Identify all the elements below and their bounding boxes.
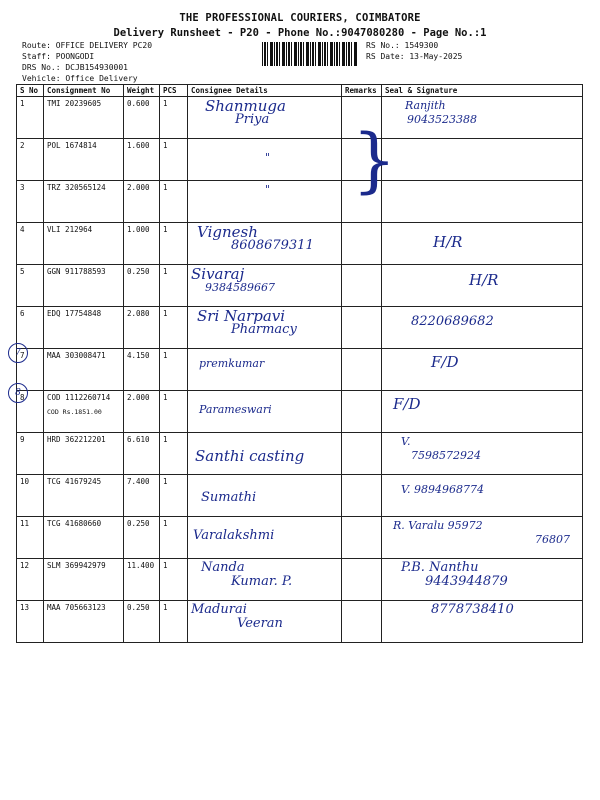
cell-consignee <box>188 601 342 643</box>
rs-number: RS No.: 1549300 <box>366 41 439 50</box>
cell-seal <box>382 433 583 475</box>
cell-consignee <box>188 181 342 223</box>
report-subtitle: Delivery Runsheet - P20 - Phone No.:9047080280 - Page No.:1 <box>113 27 487 39</box>
handwritten-mark: H/R <box>433 233 463 251</box>
staff-line: Staff: POONGODI <box>22 52 95 61</box>
table-row <box>17 601 583 643</box>
cell-sno: 2 <box>17 139 44 181</box>
handwritten-signature: V. <box>401 435 411 448</box>
table-row <box>17 97 583 139</box>
cell-consignee <box>188 139 342 181</box>
cell-sno: 13 <box>17 601 44 643</box>
cell-remarks <box>342 517 382 559</box>
table-header-row <box>17 85 583 97</box>
cell-weight: 7.400 <box>124 475 160 517</box>
cell-sno: 1 <box>17 97 44 139</box>
cell-seal <box>382 265 583 307</box>
cell-consignee <box>188 97 342 139</box>
cell-weight: 0.250 <box>124 601 160 643</box>
cell-sno: 8 <box>17 391 44 433</box>
handwritten-name: Vignesh <box>197 223 258 241</box>
cell-pcs: 1 <box>160 475 188 517</box>
cell-consignment: TMI 20239605 <box>44 97 124 139</box>
circled-number: 7 <box>8 343 28 363</box>
handwritten-name: Parameswari <box>199 403 272 416</box>
handwritten-signature: R. Varalu 95972 <box>393 519 483 532</box>
cell-pcs: 1 <box>160 433 188 475</box>
cell-consignment: MAA 303008471 <box>44 349 124 391</box>
handwritten-phone: 9384589667 <box>205 281 275 294</box>
col-consignment: Consignment No <box>44 85 124 97</box>
table-row <box>17 307 583 349</box>
cell-weight: 0.600 <box>124 97 160 139</box>
handwritten-phone: 8220689682 <box>411 314 494 329</box>
handwritten-name: Sumathi <box>201 490 257 505</box>
handwritten-name: Varalakshmi <box>193 528 275 543</box>
cell-consignment: TCG 41679245 <box>44 475 124 517</box>
table-row <box>17 475 583 517</box>
rs-date: RS Date: 13-May-2025 <box>366 52 463 61</box>
table-row <box>17 391 583 433</box>
cell-consignee <box>188 265 342 307</box>
table-row <box>17 559 583 601</box>
cell-consignment: MAA 705663123 <box>44 601 124 643</box>
cell-weight: 0.250 <box>124 517 160 559</box>
table-row <box>17 349 583 391</box>
cell-seal <box>382 139 583 181</box>
cell-seal <box>382 517 583 559</box>
brace-mark: } <box>352 119 397 201</box>
cell-consignee <box>188 349 342 391</box>
cell-weight: 1.600 <box>124 139 160 181</box>
handwritten-name: Sivaraj <box>191 265 245 283</box>
cell-remarks <box>342 223 382 265</box>
col-weight: Weight <box>124 85 160 97</box>
table-row <box>17 181 583 223</box>
cell-seal <box>382 307 583 349</box>
table-row <box>17 223 583 265</box>
handwritten-mark: H/R <box>469 271 499 289</box>
cell-weight: 11.400 <box>124 559 160 601</box>
cell-sno: 10 <box>17 475 44 517</box>
handwritten-mark: F/D <box>431 353 459 371</box>
cell-weight: 2.080 <box>124 307 160 349</box>
consignment-number: COD 1112260714 <box>47 393 111 402</box>
cell-consignee <box>188 475 342 517</box>
cell-seal <box>382 97 583 139</box>
cell-consignment: EDQ 17754848 <box>44 307 124 349</box>
cell-seal <box>382 559 583 601</box>
cell-seal <box>382 223 583 265</box>
runsheet-table <box>16 84 583 643</box>
cell-pcs: 1 <box>160 307 188 349</box>
cell-sno: 9 <box>17 433 44 475</box>
barcode-icon <box>262 42 358 66</box>
cell-sno: 7 <box>17 349 44 391</box>
cell-remarks <box>342 391 382 433</box>
cell-pcs: 1 <box>160 517 188 559</box>
cell-seal <box>382 181 583 223</box>
cell-weight: 2.000 <box>124 391 160 433</box>
cell-consignment: GGN 911788593 <box>44 265 124 307</box>
handwritten-name: Priya <box>235 112 270 127</box>
cell-weight: 2.000 <box>124 181 160 223</box>
cell-sno: 3 <box>17 181 44 223</box>
cell-pcs: 1 <box>160 559 188 601</box>
cell-pcs: 1 <box>160 97 188 139</box>
cell-seal <box>382 601 583 643</box>
cod-amount: COD Rs.1851.00 <box>47 408 102 416</box>
cell-remarks <box>342 601 382 643</box>
route-line: Route: OFFICE DELIVERY PC20 <box>22 41 153 50</box>
cell-consignee <box>188 223 342 265</box>
col-consignee: Consignee Details <box>188 85 342 97</box>
handwritten-name: Shanmuga <box>205 97 286 115</box>
handwritten-phone: 76807 <box>535 533 570 546</box>
cell-weight: 6.610 <box>124 433 160 475</box>
handwritten-name: Pharmacy <box>231 322 297 337</box>
handwritten-phone: 9443944879 <box>425 574 508 589</box>
cell-sno: 6 <box>17 307 44 349</box>
col-seal: Seal & Signature <box>382 85 583 97</box>
handwritten-name: Santhi casting <box>195 447 305 465</box>
handwritten-name: Madurai <box>191 602 247 617</box>
cell-pcs: 1 <box>160 223 188 265</box>
cell-sno: 12 <box>17 559 44 601</box>
cell-pcs: 1 <box>160 391 188 433</box>
cell-consignment: TRZ 320565124 <box>44 181 124 223</box>
cell-seal <box>382 391 583 433</box>
cell-consignment <box>44 391 124 433</box>
circled-number: 8 <box>8 383 28 403</box>
cell-weight: 1.000 <box>124 223 160 265</box>
cell-pcs: 1 <box>160 139 188 181</box>
cell-weight: 0.250 <box>124 265 160 307</box>
cell-pcs: 1 <box>160 601 188 643</box>
cell-sno: 4 <box>17 223 44 265</box>
runsheet-info <box>366 40 462 62</box>
table-row <box>17 265 583 307</box>
ditto-mark: " <box>265 183 271 196</box>
col-sno: S No <box>17 85 44 97</box>
cell-remarks <box>342 307 382 349</box>
cell-consignment: POL 1674814 <box>44 139 124 181</box>
cell-consignment: SLM 369942979 <box>44 559 124 601</box>
handwritten-name: Sri Narpavi <box>197 307 286 325</box>
cell-weight: 4.150 <box>124 349 160 391</box>
cell-consignee <box>188 517 342 559</box>
cell-remarks <box>342 433 382 475</box>
table-row <box>17 517 583 559</box>
handwritten-mark: F/D <box>393 395 421 413</box>
handwritten-phone: 8608679311 <box>231 238 314 253</box>
report-title: THE PROFESSIONAL COURIERS, COIMBATORE <box>179 12 421 24</box>
cell-pcs: 1 <box>160 349 188 391</box>
cell-sno: 11 <box>17 517 44 559</box>
cell-remarks <box>342 265 382 307</box>
cell-consignment: VLI 212964 <box>44 223 124 265</box>
cell-remarks <box>342 349 382 391</box>
ditto-mark: " <box>265 151 271 164</box>
cell-pcs: 1 <box>160 265 188 307</box>
col-remarks: Remarks <box>342 85 382 97</box>
handwritten-signature: V. 9894968774 <box>401 483 484 496</box>
cell-consignee <box>188 433 342 475</box>
handwritten-phone: 7598572924 <box>411 449 481 462</box>
cell-consignee <box>188 391 342 433</box>
handwritten-signature: P.B. Nanthu <box>401 560 479 575</box>
cell-consignee <box>188 559 342 601</box>
cell-pcs: 1 <box>160 181 188 223</box>
cell-consignment: TCG 41680660 <box>44 517 124 559</box>
handwritten-name: Nanda <box>201 560 245 575</box>
cell-remarks <box>342 559 382 601</box>
col-pcs: PCS <box>160 85 188 97</box>
cell-remarks <box>342 475 382 517</box>
cell-sno: 5 <box>17 265 44 307</box>
cell-consignee <box>188 307 342 349</box>
handwritten-phone: 8778738410 <box>431 602 514 617</box>
handwritten-signature: Ranjith <box>405 99 446 112</box>
handwritten-phone: 9043523388 <box>407 113 477 126</box>
route-info <box>22 40 152 84</box>
drs-line: DRS No.: DCJB154930001 <box>22 63 128 72</box>
vehicle-line: Vehicle: Office Delivery <box>22 74 138 83</box>
handwritten-name: Kumar. P. <box>231 574 293 589</box>
table-row <box>17 139 583 181</box>
handwritten-name: premkumar <box>199 357 265 370</box>
table-row <box>17 433 583 475</box>
cell-seal <box>382 475 583 517</box>
cell-consignment: HRD 362212201 <box>44 433 124 475</box>
handwritten-name: Veeran <box>237 616 283 631</box>
cell-seal <box>382 349 583 391</box>
